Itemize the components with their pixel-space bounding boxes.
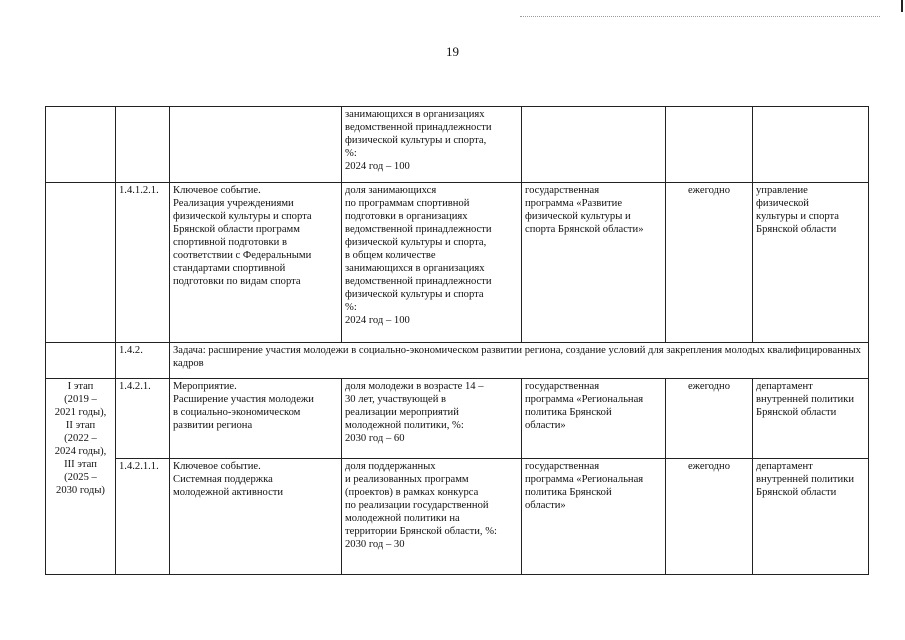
indicator-line: молодежной политики на xyxy=(345,513,460,524)
indicator-line: доля молодежи в возрасте 14 – xyxy=(345,381,484,392)
indicator-line: подготовки в организациях xyxy=(345,211,468,222)
program-line: программа «Региональная xyxy=(525,474,644,485)
stage-period-cell xyxy=(46,379,116,575)
executor-cell xyxy=(753,183,869,343)
program-cell xyxy=(522,459,666,575)
name-line: Ключевое событие. xyxy=(173,461,261,472)
stage-cell xyxy=(46,107,116,183)
program-line: спорта Брянской области» xyxy=(525,224,644,235)
indicator-line: в общем количестве xyxy=(345,250,436,261)
indicator-line: 2030 год – 60 xyxy=(345,433,405,444)
stage-line: 2030 годы) xyxy=(56,485,105,496)
executor-line: внутренней политики xyxy=(756,394,854,405)
deadline-cell: ежегодно xyxy=(666,459,753,575)
program-cell xyxy=(522,107,666,183)
indicator-line: доля поддержанных xyxy=(345,461,436,472)
stage-line: (2025 – xyxy=(64,472,97,483)
task-row xyxy=(46,343,869,379)
indicator-cell xyxy=(342,107,522,183)
indicator-line: и реализованных программ xyxy=(345,474,469,485)
table-row xyxy=(46,183,869,343)
program-cell xyxy=(522,379,666,459)
deadline-cell: ежегодно xyxy=(666,379,753,459)
indicator-line: ведомственной принадлежности xyxy=(345,276,492,287)
name-line: развитии региона xyxy=(173,420,253,431)
indicator-line: %: xyxy=(345,148,357,159)
name-cell xyxy=(170,107,342,183)
table-row xyxy=(46,459,869,575)
indicator-line: молодежной политики, %: xyxy=(345,420,464,431)
program-line: государственная xyxy=(525,381,600,392)
deadline-cell: ежегодно xyxy=(666,183,753,343)
name-line: Мероприятие. xyxy=(173,381,237,392)
program-cell xyxy=(522,183,666,343)
program-line: области» xyxy=(525,500,566,511)
program-line: программа «Развитие xyxy=(525,198,623,209)
name-line: Расширение участия молодежи xyxy=(173,394,314,405)
name-cell xyxy=(170,459,342,575)
code-cell: 1.4.2.1.1. xyxy=(116,459,170,575)
indicator-line: ведомственной принадлежности xyxy=(345,224,492,235)
indicator-line: реализации мероприятий xyxy=(345,407,459,418)
executor-line: Брянской области xyxy=(756,224,837,235)
indicator-cell xyxy=(342,459,522,575)
name-line: Реализация учреждениями xyxy=(173,198,294,209)
measures-table xyxy=(45,106,869,575)
executor-line: культуры и спорта xyxy=(756,211,839,222)
task-text-cell xyxy=(170,343,869,379)
executor-cell xyxy=(753,107,869,183)
indicator-line: физической культуры и спорта xyxy=(345,289,484,300)
stage-line: (2019 – xyxy=(64,394,97,405)
name-line: спортивной подготовки в xyxy=(173,237,287,248)
code-cell: 1.4.1.2.1. xyxy=(116,183,170,343)
indicator-line: ведомственной принадлежности xyxy=(345,122,492,133)
executor-line: Брянской области xyxy=(756,487,837,498)
indicator-line: по реализации государственной xyxy=(345,500,489,511)
indicator-line: 2024 год – 100 xyxy=(345,161,410,172)
indicator-line: физической культуры и спорта, xyxy=(345,135,487,146)
name-line: соответствии с Федеральными xyxy=(173,250,312,261)
indicator-line: 2024 год – 100 xyxy=(345,315,410,326)
name-line: подготовки по видам спорта xyxy=(173,276,301,287)
name-line: Брянской области программ xyxy=(173,224,300,235)
scan-noise-line xyxy=(520,16,880,18)
executor-line: департамент xyxy=(756,461,813,472)
code-cell: 1.4.2.1. xyxy=(116,379,170,459)
task-code-cell: 1.4.2. xyxy=(116,343,170,379)
indicator-line: 2030 год – 30 xyxy=(345,539,405,550)
indicator-line: занимающихся в организациях xyxy=(345,109,485,120)
name-line: стандартами спортивной xyxy=(173,263,286,274)
executor-line: физической xyxy=(756,198,809,209)
scan-edge-mark xyxy=(901,0,903,12)
indicator-line: занимающихся в организациях xyxy=(345,263,485,274)
executor-cell xyxy=(753,459,869,575)
executor-line: Брянской области xyxy=(756,407,837,418)
program-line: политика Брянской xyxy=(525,487,612,498)
indicator-line: %: xyxy=(345,302,357,313)
program-line: политика Брянской xyxy=(525,407,612,418)
program-line: государственная xyxy=(525,185,600,196)
executor-cell xyxy=(753,379,869,459)
executor-line: управление xyxy=(756,185,808,196)
name-cell xyxy=(170,183,342,343)
name-line: Системная поддержка xyxy=(173,474,273,485)
indicator-cell xyxy=(342,379,522,459)
name-line: физической культуры и спорта xyxy=(173,211,312,222)
table-row xyxy=(46,379,869,459)
stage-line: (2022 – xyxy=(64,433,97,444)
indicator-line: доля занимающихся xyxy=(345,185,437,196)
indicator-cell xyxy=(342,183,522,343)
indicator-line: 30 лет, участвующей в xyxy=(345,394,447,405)
indicator-line: физической культуры и спорта, xyxy=(345,237,487,248)
executor-line: департамент xyxy=(756,381,813,392)
name-line: в социально-экономическом xyxy=(173,407,301,418)
page-number: 19 xyxy=(446,44,459,59)
program-line: государственная xyxy=(525,461,600,472)
code-cell xyxy=(116,107,170,183)
stage-line: II этап xyxy=(65,420,96,431)
indicator-line: территории Брянской области, %: xyxy=(345,526,497,537)
name-cell xyxy=(170,379,342,459)
program-line: программа «Региональная xyxy=(525,394,644,405)
stage-line: 2024 годы), xyxy=(54,446,107,457)
name-line: Ключевое событие. xyxy=(173,185,261,196)
program-line: области» xyxy=(525,420,566,431)
program-line: физической культуры и xyxy=(525,211,631,222)
stage-line: 2021 годы), xyxy=(54,407,107,418)
stage-line: III этап xyxy=(64,459,97,470)
name-line: молодежной активности xyxy=(173,487,284,498)
indicator-line: (проектов) в рамках конкурса xyxy=(345,487,479,498)
task-text: Задача: расширение участия молодежи в социально-экономическом развитии региона, создание условий для закрепления молодых квалифицированных кадров xyxy=(173,345,861,369)
stage-cell xyxy=(46,343,116,379)
table-row xyxy=(46,107,869,183)
deadline-cell xyxy=(666,107,753,183)
indicator-line: по программам спортивной xyxy=(345,198,470,209)
executor-line: внутренней политики xyxy=(756,474,854,485)
stage-cell xyxy=(46,183,116,343)
stage-line: I этап xyxy=(67,381,94,392)
